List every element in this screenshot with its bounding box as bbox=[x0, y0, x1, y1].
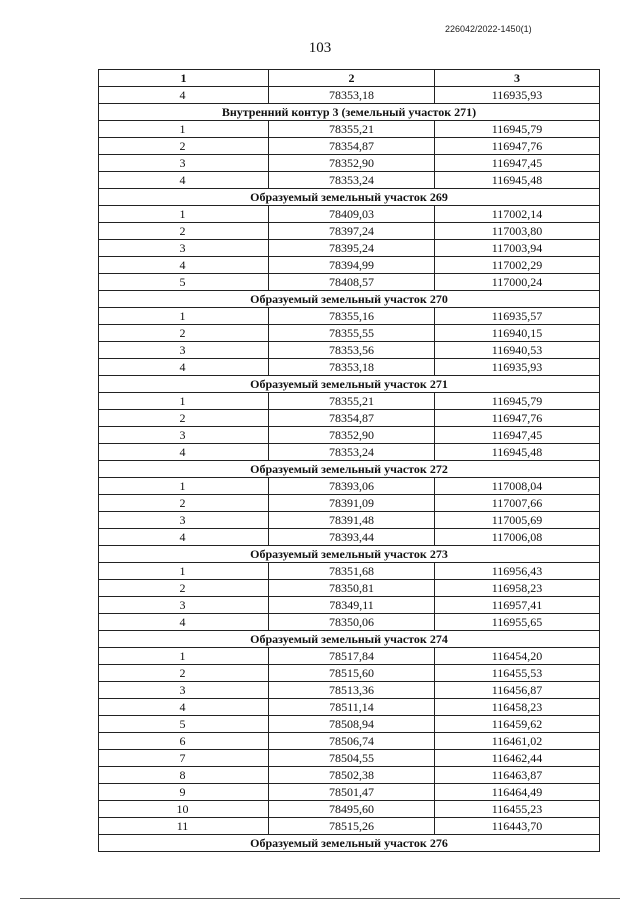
header-col-2: 2 bbox=[269, 70, 435, 87]
point-number: 4 bbox=[99, 172, 269, 189]
table-row bbox=[99, 359, 600, 376]
coordinate-x: 78511,14 bbox=[269, 699, 435, 716]
table-row bbox=[99, 750, 600, 767]
table-row bbox=[99, 716, 600, 733]
point-number: 1 bbox=[99, 563, 269, 580]
table-row bbox=[99, 427, 600, 444]
coordinate-y: 116462,44 bbox=[435, 750, 600, 767]
coordinate-x: 78502,38 bbox=[269, 767, 435, 784]
point-number: 4 bbox=[99, 699, 269, 716]
coordinate-y: 117008,04 bbox=[435, 478, 600, 495]
table-row bbox=[99, 512, 600, 529]
coordinate-y: 116455,53 bbox=[435, 665, 600, 682]
coordinate-y: 116947,45 bbox=[435, 427, 600, 444]
table-row bbox=[99, 444, 600, 461]
point-number: 2 bbox=[99, 138, 269, 155]
point-number: 5 bbox=[99, 716, 269, 733]
coordinate-y: 117002,14 bbox=[435, 206, 600, 223]
table-row bbox=[99, 801, 600, 818]
footer-rule bbox=[20, 898, 620, 899]
table-row bbox=[99, 648, 600, 665]
coordinate-x: 78513,36 bbox=[269, 682, 435, 699]
coordinate-x: 78515,26 bbox=[269, 818, 435, 835]
coordinate-y: 116464,49 bbox=[435, 784, 600, 801]
coordinate-x: 78506,74 bbox=[269, 733, 435, 750]
coordinate-x: 78495,60 bbox=[269, 801, 435, 818]
point-number: 4 bbox=[99, 87, 269, 104]
point-number: 4 bbox=[99, 529, 269, 546]
coordinate-x: 78355,55 bbox=[269, 325, 435, 342]
coordinate-y: 116947,76 bbox=[435, 138, 600, 155]
coordinate-y: 117005,69 bbox=[435, 512, 600, 529]
point-number: 2 bbox=[99, 580, 269, 597]
table-row bbox=[99, 342, 600, 359]
coordinate-y: 116956,43 bbox=[435, 563, 600, 580]
point-number: 1 bbox=[99, 206, 269, 223]
section-title-row bbox=[99, 291, 600, 308]
point-number: 1 bbox=[99, 393, 269, 410]
coordinate-x: 78517,84 bbox=[269, 648, 435, 665]
table-row bbox=[99, 223, 600, 240]
table-row bbox=[99, 614, 600, 631]
coordinate-x: 78352,90 bbox=[269, 155, 435, 172]
section-title-row bbox=[99, 835, 600, 852]
coordinates-table bbox=[98, 69, 600, 852]
table-row bbox=[99, 138, 600, 155]
coordinate-x: 78353,24 bbox=[269, 444, 435, 461]
coordinate-y: 116957,41 bbox=[435, 597, 600, 614]
coordinate-x: 78355,21 bbox=[269, 393, 435, 410]
point-number: 3 bbox=[99, 155, 269, 172]
table-row bbox=[99, 699, 600, 716]
section-title-row bbox=[99, 104, 600, 121]
coordinate-y: 116935,93 bbox=[435, 87, 600, 104]
point-number: 6 bbox=[99, 733, 269, 750]
coordinate-y: 117000,24 bbox=[435, 274, 600, 291]
coordinate-y: 117003,80 bbox=[435, 223, 600, 240]
table-row bbox=[99, 563, 600, 580]
point-number: 4 bbox=[99, 444, 269, 461]
coordinate-y: 116935,93 bbox=[435, 359, 600, 376]
section-title: Образуемый земельный участок 269 bbox=[99, 189, 600, 206]
table-row bbox=[99, 172, 600, 189]
section-title-row bbox=[99, 631, 600, 648]
coordinate-x: 78350,81 bbox=[269, 580, 435, 597]
coordinate-y: 116940,15 bbox=[435, 325, 600, 342]
point-number: 3 bbox=[99, 427, 269, 444]
coordinate-x: 78397,24 bbox=[269, 223, 435, 240]
section-title-row bbox=[99, 189, 600, 206]
coordinate-x: 78391,09 bbox=[269, 495, 435, 512]
point-number: 2 bbox=[99, 223, 269, 240]
coordinate-y: 117003,94 bbox=[435, 240, 600, 257]
coordinate-y: 116935,57 bbox=[435, 308, 600, 325]
header-col-3: 3 bbox=[435, 70, 600, 87]
table-row bbox=[99, 121, 600, 138]
section-title: Образуемый земельный участок 276 bbox=[99, 835, 600, 852]
point-number: 1 bbox=[99, 121, 269, 138]
point-number: 1 bbox=[99, 648, 269, 665]
point-number: 10 bbox=[99, 801, 269, 818]
header-col-1: 1 bbox=[99, 70, 269, 87]
table-row bbox=[99, 665, 600, 682]
coordinate-y: 116955,65 bbox=[435, 614, 600, 631]
coordinate-y: 116945,79 bbox=[435, 393, 600, 410]
table-row bbox=[99, 87, 600, 104]
table-row bbox=[99, 495, 600, 512]
coordinate-y: 117007,66 bbox=[435, 495, 600, 512]
coordinate-x: 78395,24 bbox=[269, 240, 435, 257]
coordinate-x: 78350,06 bbox=[269, 614, 435, 631]
coordinate-x: 78352,90 bbox=[269, 427, 435, 444]
coordinate-x: 78393,44 bbox=[269, 529, 435, 546]
coordinate-y: 116458,23 bbox=[435, 699, 600, 716]
coordinate-x: 78353,24 bbox=[269, 172, 435, 189]
point-number: 3 bbox=[99, 512, 269, 529]
table-row bbox=[99, 155, 600, 172]
point-number: 11 bbox=[99, 818, 269, 835]
coordinate-y: 116456,87 bbox=[435, 682, 600, 699]
table-row bbox=[99, 733, 600, 750]
point-number: 7 bbox=[99, 750, 269, 767]
coordinate-y: 116463,87 bbox=[435, 767, 600, 784]
coordinate-x: 78354,87 bbox=[269, 138, 435, 155]
coordinate-y: 116947,45 bbox=[435, 155, 600, 172]
table-row bbox=[99, 818, 600, 835]
coordinate-x: 78354,87 bbox=[269, 410, 435, 427]
coordinate-y: 116945,48 bbox=[435, 444, 600, 461]
point-number: 8 bbox=[99, 767, 269, 784]
point-number: 2 bbox=[99, 325, 269, 342]
point-number: 4 bbox=[99, 614, 269, 631]
point-number: 3 bbox=[99, 240, 269, 257]
section-title: Внутренний контур 3 (земельный участок 271) bbox=[99, 104, 600, 121]
point-number: 5 bbox=[99, 274, 269, 291]
coordinate-x: 78408,57 bbox=[269, 274, 435, 291]
point-number: 4 bbox=[99, 359, 269, 376]
document-number: 226042/2022-1450(1) bbox=[445, 24, 532, 34]
coordinate-x: 78515,60 bbox=[269, 665, 435, 682]
coordinate-y: 117006,08 bbox=[435, 529, 600, 546]
point-number: 3 bbox=[99, 597, 269, 614]
coordinate-y: 116459,62 bbox=[435, 716, 600, 733]
coordinate-x: 78504,55 bbox=[269, 750, 435, 767]
table-row bbox=[99, 240, 600, 257]
point-number: 3 bbox=[99, 682, 269, 699]
section-title: Образуемый земельный участок 271 bbox=[99, 376, 600, 393]
table-row bbox=[99, 257, 600, 274]
table-row bbox=[99, 580, 600, 597]
section-title: Образуемый земельный участок 270 bbox=[99, 291, 600, 308]
coordinate-x: 78355,21 bbox=[269, 121, 435, 138]
section-title: Образуемый земельный участок 273 bbox=[99, 546, 600, 563]
coordinate-y: 116947,76 bbox=[435, 410, 600, 427]
coordinate-x: 78353,18 bbox=[269, 87, 435, 104]
table-row bbox=[99, 597, 600, 614]
section-title: Образуемый земельный участок 274 bbox=[99, 631, 600, 648]
coordinate-y: 116940,53 bbox=[435, 342, 600, 359]
table-row bbox=[99, 308, 600, 325]
coordinate-y: 116454,20 bbox=[435, 648, 600, 665]
coordinate-x: 78351,68 bbox=[269, 563, 435, 580]
coordinate-x: 78353,56 bbox=[269, 342, 435, 359]
coordinate-x: 78349,11 bbox=[269, 597, 435, 614]
point-number: 2 bbox=[99, 495, 269, 512]
coordinate-y: 116443,70 bbox=[435, 818, 600, 835]
table-row bbox=[99, 529, 600, 546]
coordinate-x: 78508,94 bbox=[269, 716, 435, 733]
table-row bbox=[99, 393, 600, 410]
point-number: 1 bbox=[99, 478, 269, 495]
point-number: 1 bbox=[99, 308, 269, 325]
coordinate-x: 78393,06 bbox=[269, 478, 435, 495]
point-number: 4 bbox=[99, 257, 269, 274]
section-title-row bbox=[99, 546, 600, 563]
section-title: Образуемый земельный участок 272 bbox=[99, 461, 600, 478]
point-number: 2 bbox=[99, 665, 269, 682]
point-number: 3 bbox=[99, 342, 269, 359]
table-row bbox=[99, 325, 600, 342]
table-row bbox=[99, 478, 600, 495]
coordinate-x: 78501,47 bbox=[269, 784, 435, 801]
coordinate-x: 78409,03 bbox=[269, 206, 435, 223]
table-row bbox=[99, 682, 600, 699]
coordinate-x: 78394,99 bbox=[269, 257, 435, 274]
table-row bbox=[99, 206, 600, 223]
table-header-row bbox=[99, 70, 600, 87]
coordinate-y: 116958,23 bbox=[435, 580, 600, 597]
coordinate-y: 116945,79 bbox=[435, 121, 600, 138]
coordinate-y: 116945,48 bbox=[435, 172, 600, 189]
coordinate-x: 78391,48 bbox=[269, 512, 435, 529]
section-title-row bbox=[99, 461, 600, 478]
coordinate-x: 78353,18 bbox=[269, 359, 435, 376]
coordinate-x: 78355,16 bbox=[269, 308, 435, 325]
table-row bbox=[99, 410, 600, 427]
coordinate-y: 116461,02 bbox=[435, 733, 600, 750]
coordinate-y: 117002,29 bbox=[435, 257, 600, 274]
table-row bbox=[99, 274, 600, 291]
table-row bbox=[99, 767, 600, 784]
section-title-row bbox=[99, 376, 600, 393]
point-number: 9 bbox=[99, 784, 269, 801]
page-number: 103 bbox=[308, 40, 332, 56]
table-row bbox=[99, 784, 600, 801]
point-number: 2 bbox=[99, 410, 269, 427]
coordinate-y: 116455,23 bbox=[435, 801, 600, 818]
